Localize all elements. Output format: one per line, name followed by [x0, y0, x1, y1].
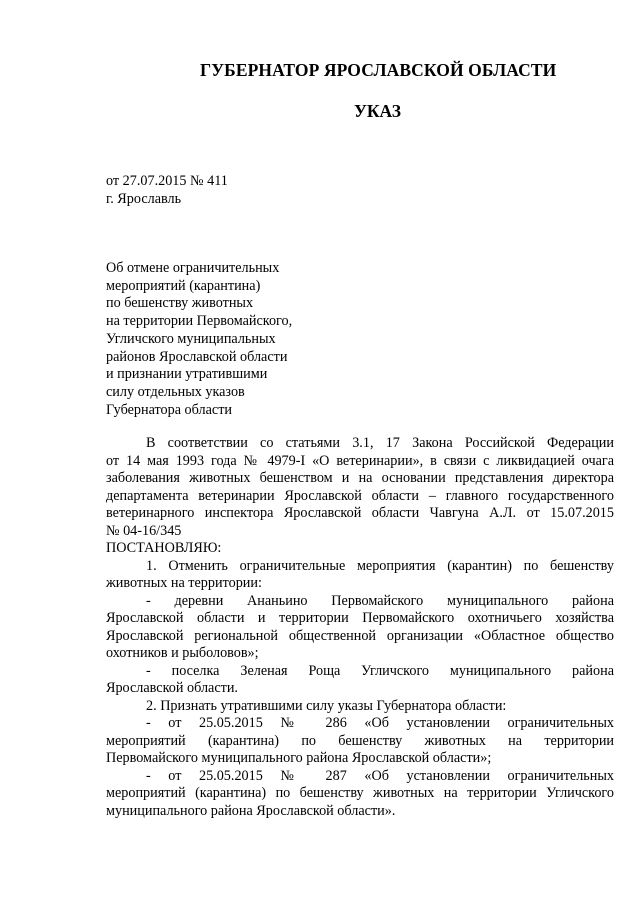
- preamble-line: заболевания животных бешенством и на основании представления директора: [106, 470, 614, 486]
- preamble-line: от 14 мая 1993 года № 4979-I «О ветеринарии», в связи с ликвидацией очага: [106, 452, 614, 469]
- preamble-line: № 04-16/345: [106, 522, 182, 539]
- item-1-sub-2-line: - поселка Зеленая Роща Угличского муниципального района: [146, 662, 614, 679]
- document-meta: [106, 173, 228, 208]
- item-1-sub-1-line: - деревни Ананьино Первомайского муниципального района: [146, 592, 614, 609]
- item-2-sub-1-line: мероприятий (карантина) по бешенству животных на территории: [106, 732, 614, 749]
- item-1-line: 1. Отменить ограничительные мероприятия (карантин) по бешенству: [146, 557, 614, 574]
- item-2-sub-2-line: мероприятий (карантина) по бешенству животных на территории Угличского: [106, 785, 614, 801]
- item-2-sub-1-line: - от 25.05.2015 № 286 «Об установлении ограничительных: [146, 715, 614, 731]
- preamble-line: ветеринарного инспектора Ярославской области Чавгуна А.Л. от 15.07.2015: [106, 505, 614, 521]
- subject-line: мероприятий (карантина): [106, 277, 261, 294]
- resolve-word: ПОСТАНОВЛЯЮ:: [106, 540, 222, 556]
- subject-line: Угличского муниципальных: [106, 330, 276, 347]
- subject-line: на территории Первомайского,: [106, 313, 293, 330]
- issuer-title-text: ГУБЕРНАТОР ЯРОСЛАВСКОЙ ОБЛАСТИ: [200, 60, 557, 80]
- document-body: [106, 435, 614, 820]
- preamble-line: В соответствии со статьями 3.1, 17 Закона Российской Федерации: [146, 435, 614, 451]
- subject-line: по бешенству животных: [106, 295, 254, 312]
- preamble-line: департамента ветеринарии Ярославской области – главного государственного: [106, 487, 614, 504]
- item-1-sub-1-line: Ярославской области и территории Первомайского охотничьего хозяйства: [106, 610, 614, 626]
- document-subject: [106, 260, 346, 419]
- item-1-sub-1-line: охотников и рыболовов»;: [106, 645, 259, 661]
- item-2-line: 2. Признать утратившими силу указы Губернатора области:: [146, 697, 507, 714]
- date-number: от 27.07.2015 № 411: [106, 173, 228, 189]
- item-1-sub-1-line: Ярославской региональной общественной организации «Областное общество: [106, 627, 614, 644]
- subject-line: и признании утратившими: [106, 366, 268, 383]
- subject-line: Губернатора области: [106, 401, 232, 418]
- item-2-sub-1-line: Первомайского муниципального района Ярославской области»;: [106, 750, 492, 766]
- city: г. Ярославль: [106, 190, 182, 207]
- subject-line: Об отмене ограничительных: [106, 260, 280, 276]
- subject-line: силу отдельных указов: [106, 383, 245, 400]
- item-2-sub-2-line: - от 25.05.2015 № 287 «Об установлении ограничительных: [146, 767, 614, 784]
- item-1-line: животных на территории:: [106, 575, 262, 591]
- item-2-sub-2-line: муниципального района Ярославской области».: [106, 802, 396, 819]
- item-1-sub-2-line: Ярославской области.: [106, 680, 238, 696]
- issuer-title: [0, 60, 640, 81]
- subject-line: районов Ярославской области: [106, 348, 288, 365]
- document-type: УКАЗ: [354, 101, 401, 121]
